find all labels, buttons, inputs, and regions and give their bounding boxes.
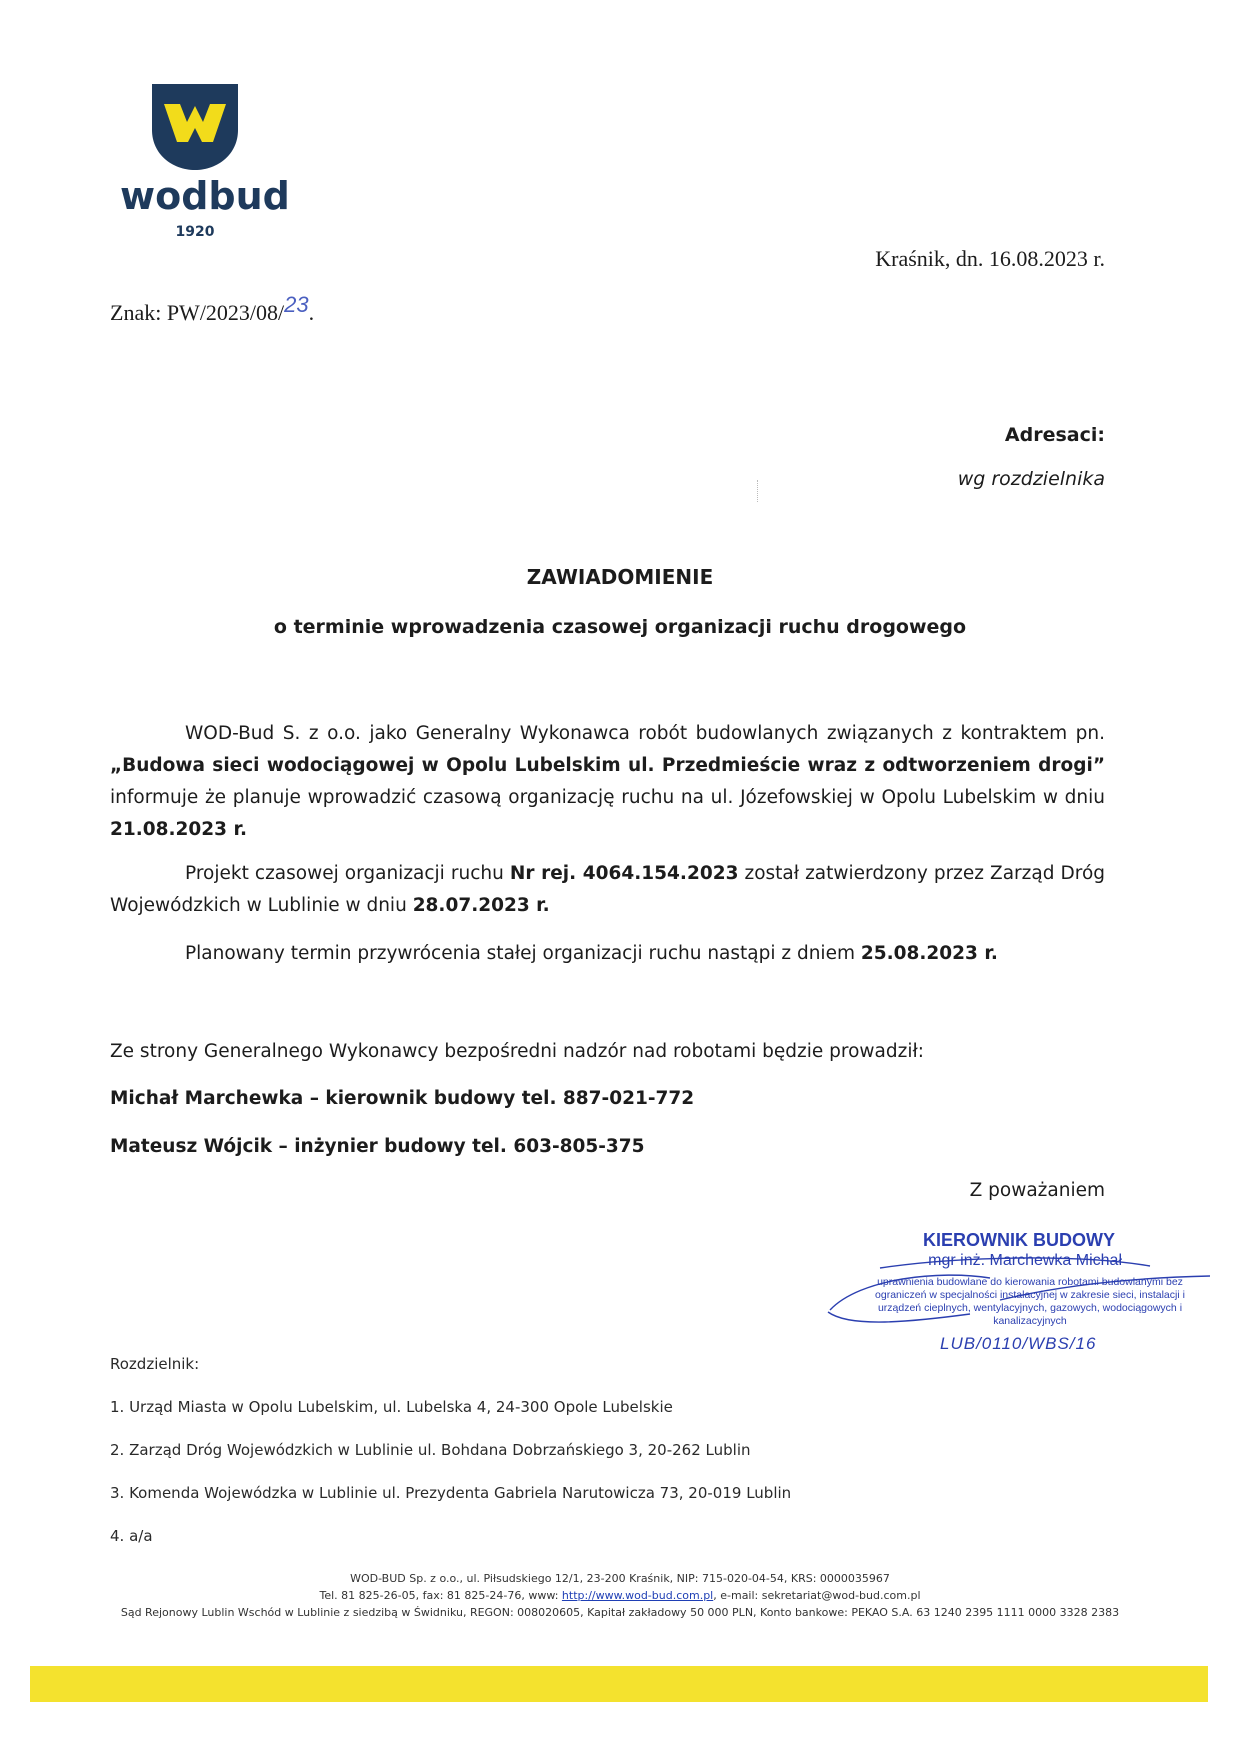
company-logo: [120, 82, 290, 242]
footer-website-link[interactable]: http://www.wod-bud.com.pl: [561, 1589, 714, 1602]
logo-year: 1920: [175, 224, 215, 240]
p2-text-a: Projekt czasowej organizacji ruchu: [185, 863, 510, 884]
contact-site-engineer: Mateusz Wójcik – inżynier budowy tel. 603-805-375: [110, 1136, 645, 1157]
stamp-qualifications: uprawnienia budowlane do kierowania robotami budowlanymi bez ograniczeń w specjalności instalacyjnej w zakresie sieci, instalacji i urządzeń cieplnych, wentylacyjnych, gazowych, wodociągowych i kanalizacyjnych: [875, 1276, 1185, 1327]
distribution-title: Rozdzielnik:: [110, 1355, 200, 1373]
p1-text-c: informuje że planuje wprowadzić czasową organizację ruchu na ul. Józefowskiej w Opolu Lubelskim w dniu: [110, 787, 1105, 808]
date-line: Kraśnik, dn. 16.08.2023 r.: [875, 246, 1105, 271]
document-title: ZAWIADOMIENIE: [526, 565, 714, 589]
footer-registration: Sąd Rejonowy Lublin Wschód w Lublinie z siedzibą w Świdniku, REGON: 008020605, Kapitał zakładowy 50 000 PLN, Konto bankowe: PEKAO S.A. 63 1240 2395 1111 0000 3328 2383: [120, 1606, 1120, 1619]
p2-text-c: został zatwierdzony przez Zarząd Dróg Wojewódzkich w Lublinie w dniu: [110, 863, 1106, 916]
wodbud-shield-icon: [150, 82, 240, 172]
official-stamp: [820, 1230, 1220, 1370]
footer-phone: Tel. 81 825-26-05, fax: 81 825-24-76, www:: [319, 1589, 562, 1602]
reference-line: [110, 292, 315, 326]
paragraph-1: [110, 718, 1105, 846]
p1-text-a: WOD-Bud S. z o.o. jako Generalny Wykonawca robót budowlanych związanych z kontraktem pn.: [185, 723, 1105, 744]
logo-wordmark: wodbud: [120, 174, 290, 218]
footer-yellow-bar: [30, 1666, 1208, 1702]
footer-contact: [100, 1587, 1140, 1604]
paragraph-3: [110, 938, 1105, 970]
distribution-item: 4. a/a: [110, 1527, 153, 1545]
reference-number-handwritten: 23: [284, 292, 309, 317]
stamp-license-number: LUB/0110/WBS/16: [940, 1334, 1097, 1353]
addressee-title: Adresaci:: [1004, 424, 1105, 446]
distribution-item: 3. Komenda Wojewódzka w Lublinie ul. Prezydenta Gabriela Narutowicza 73, 20-019 Lublin: [110, 1484, 792, 1502]
stamp-name: mgr inż. Marchewka Michał: [928, 1252, 1122, 1269]
footer-address: WOD-BUD Sp. z o.o., ul. Piłsudskiego 12/1, 23-200 Kraśnik, NIP: 715-020-04-54, KRS: 0000035967: [350, 1572, 890, 1585]
document-subtitle: o terminie wprowadzenia czasowej organizacji ruchu drogowego: [273, 616, 967, 638]
contact-site-manager: Michał Marchewka – kierownik budowy tel. 887-021-772: [110, 1088, 695, 1109]
p3-text-a: Planowany termin przywrócenia stałej organizacji ruchu nastąpi z dniem: [185, 943, 861, 964]
footer-email: , e-mail: sekretariat@wod-bud.com.pl: [713, 1589, 921, 1602]
approval-date: 28.07.2023 r.: [412, 895, 550, 916]
reference-prefix: Znak: PW/2023/08/: [110, 300, 285, 325]
addressee-value: wg rozdzielnika: [957, 468, 1105, 490]
stamp-title: KIEROWNIK BUDOWY: [923, 1230, 1115, 1250]
start-date: 21.08.2023 r.: [110, 819, 247, 840]
restore-date: 25.08.2023 r.: [860, 943, 998, 964]
supervision-text: Ze strony Generalnego Wykonawcy bezpośredni nadzór nad robotami będzie prowadził:: [110, 1041, 924, 1062]
paragraph-2: [110, 858, 1105, 922]
company-footer: [100, 1570, 1140, 1621]
contract-name: „Budowa sieci wodociągowej w Opolu Lubelskim ul. Przedmieście wraz z odtworzeniem drogi”: [110, 755, 1105, 776]
scan-artifact: [757, 480, 760, 502]
reference-dots: .: [308, 300, 315, 325]
project-reg-number: Nr rej. 4064.154.2023: [509, 863, 739, 884]
distribution-item: 2. Zarząd Dróg Wojewódzkich w Lublinie ul. Bohdana Dobrzańskiego 3, 20-262 Lublin: [110, 1441, 751, 1459]
closing-phrase: Z poważaniem: [969, 1180, 1105, 1201]
distribution-item: 1. Urząd Miasta w Opolu Lubelskim, ul. Lubelska 4, 24-300 Opole Lubelskie: [110, 1398, 673, 1416]
